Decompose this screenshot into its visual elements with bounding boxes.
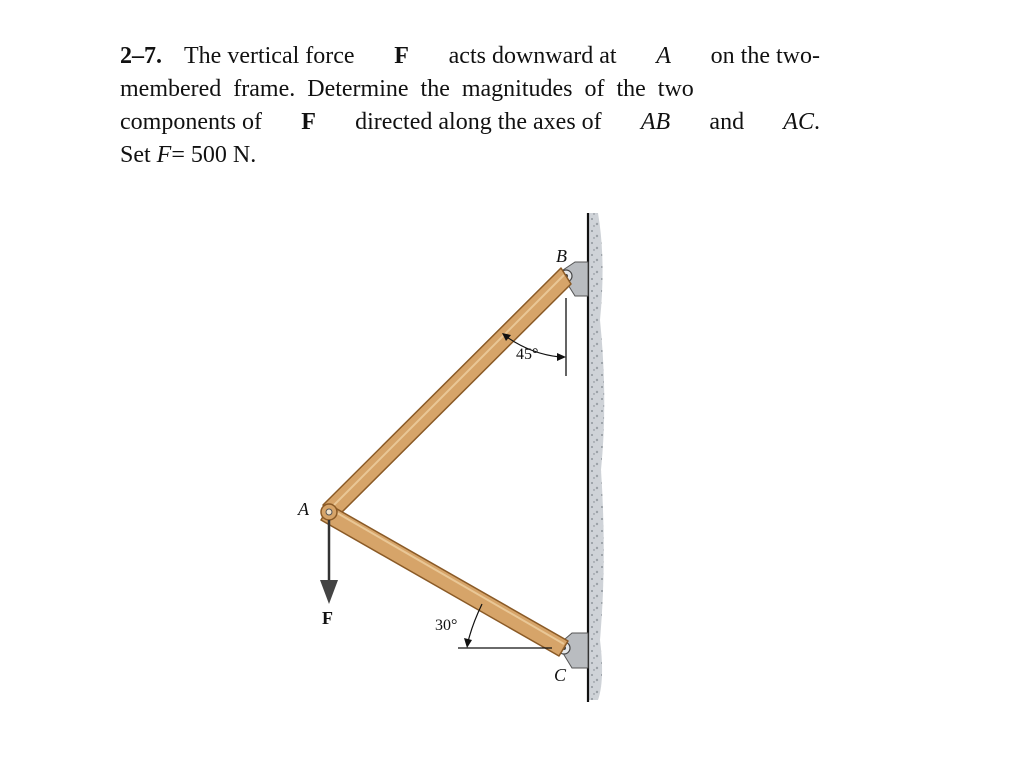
text-fragment: components of	[120, 109, 262, 135]
force-symbol: F	[394, 43, 409, 69]
force-symbol: F	[301, 109, 316, 135]
force-value: = 500 N.	[171, 142, 257, 168]
text-fragment: acts downward at	[448, 43, 617, 69]
angle-label-30: 30°	[435, 617, 458, 634]
problem-line-2: membered frame. Determine the magnitudes of the two	[120, 76, 694, 102]
problem-number: 2–7.	[120, 43, 162, 69]
member-ab-symbol: AB	[640, 109, 671, 135]
text-fragment: .	[813, 109, 820, 135]
point-symbol: A	[656, 43, 671, 69]
member-ab	[323, 268, 571, 521]
force-label-f: F	[322, 608, 333, 628]
point-label-a: A	[298, 499, 309, 519]
angle-label-45: 45°	[516, 346, 539, 363]
force-arrow	[320, 520, 338, 604]
text-fragment: and	[709, 109, 745, 135]
point-label-b: B	[556, 246, 567, 266]
point-label-c: C	[554, 665, 567, 685]
wall	[588, 213, 604, 700]
text-fragment: on the two-	[710, 43, 820, 69]
text-fragment: The vertical force	[184, 43, 355, 69]
force-variable: F	[156, 142, 172, 168]
member-ac-symbol: AC	[783, 109, 814, 135]
pin-a	[321, 504, 337, 520]
text-fragment: directed along the axes of	[355, 109, 602, 135]
text-fragment: Set	[120, 142, 151, 168]
